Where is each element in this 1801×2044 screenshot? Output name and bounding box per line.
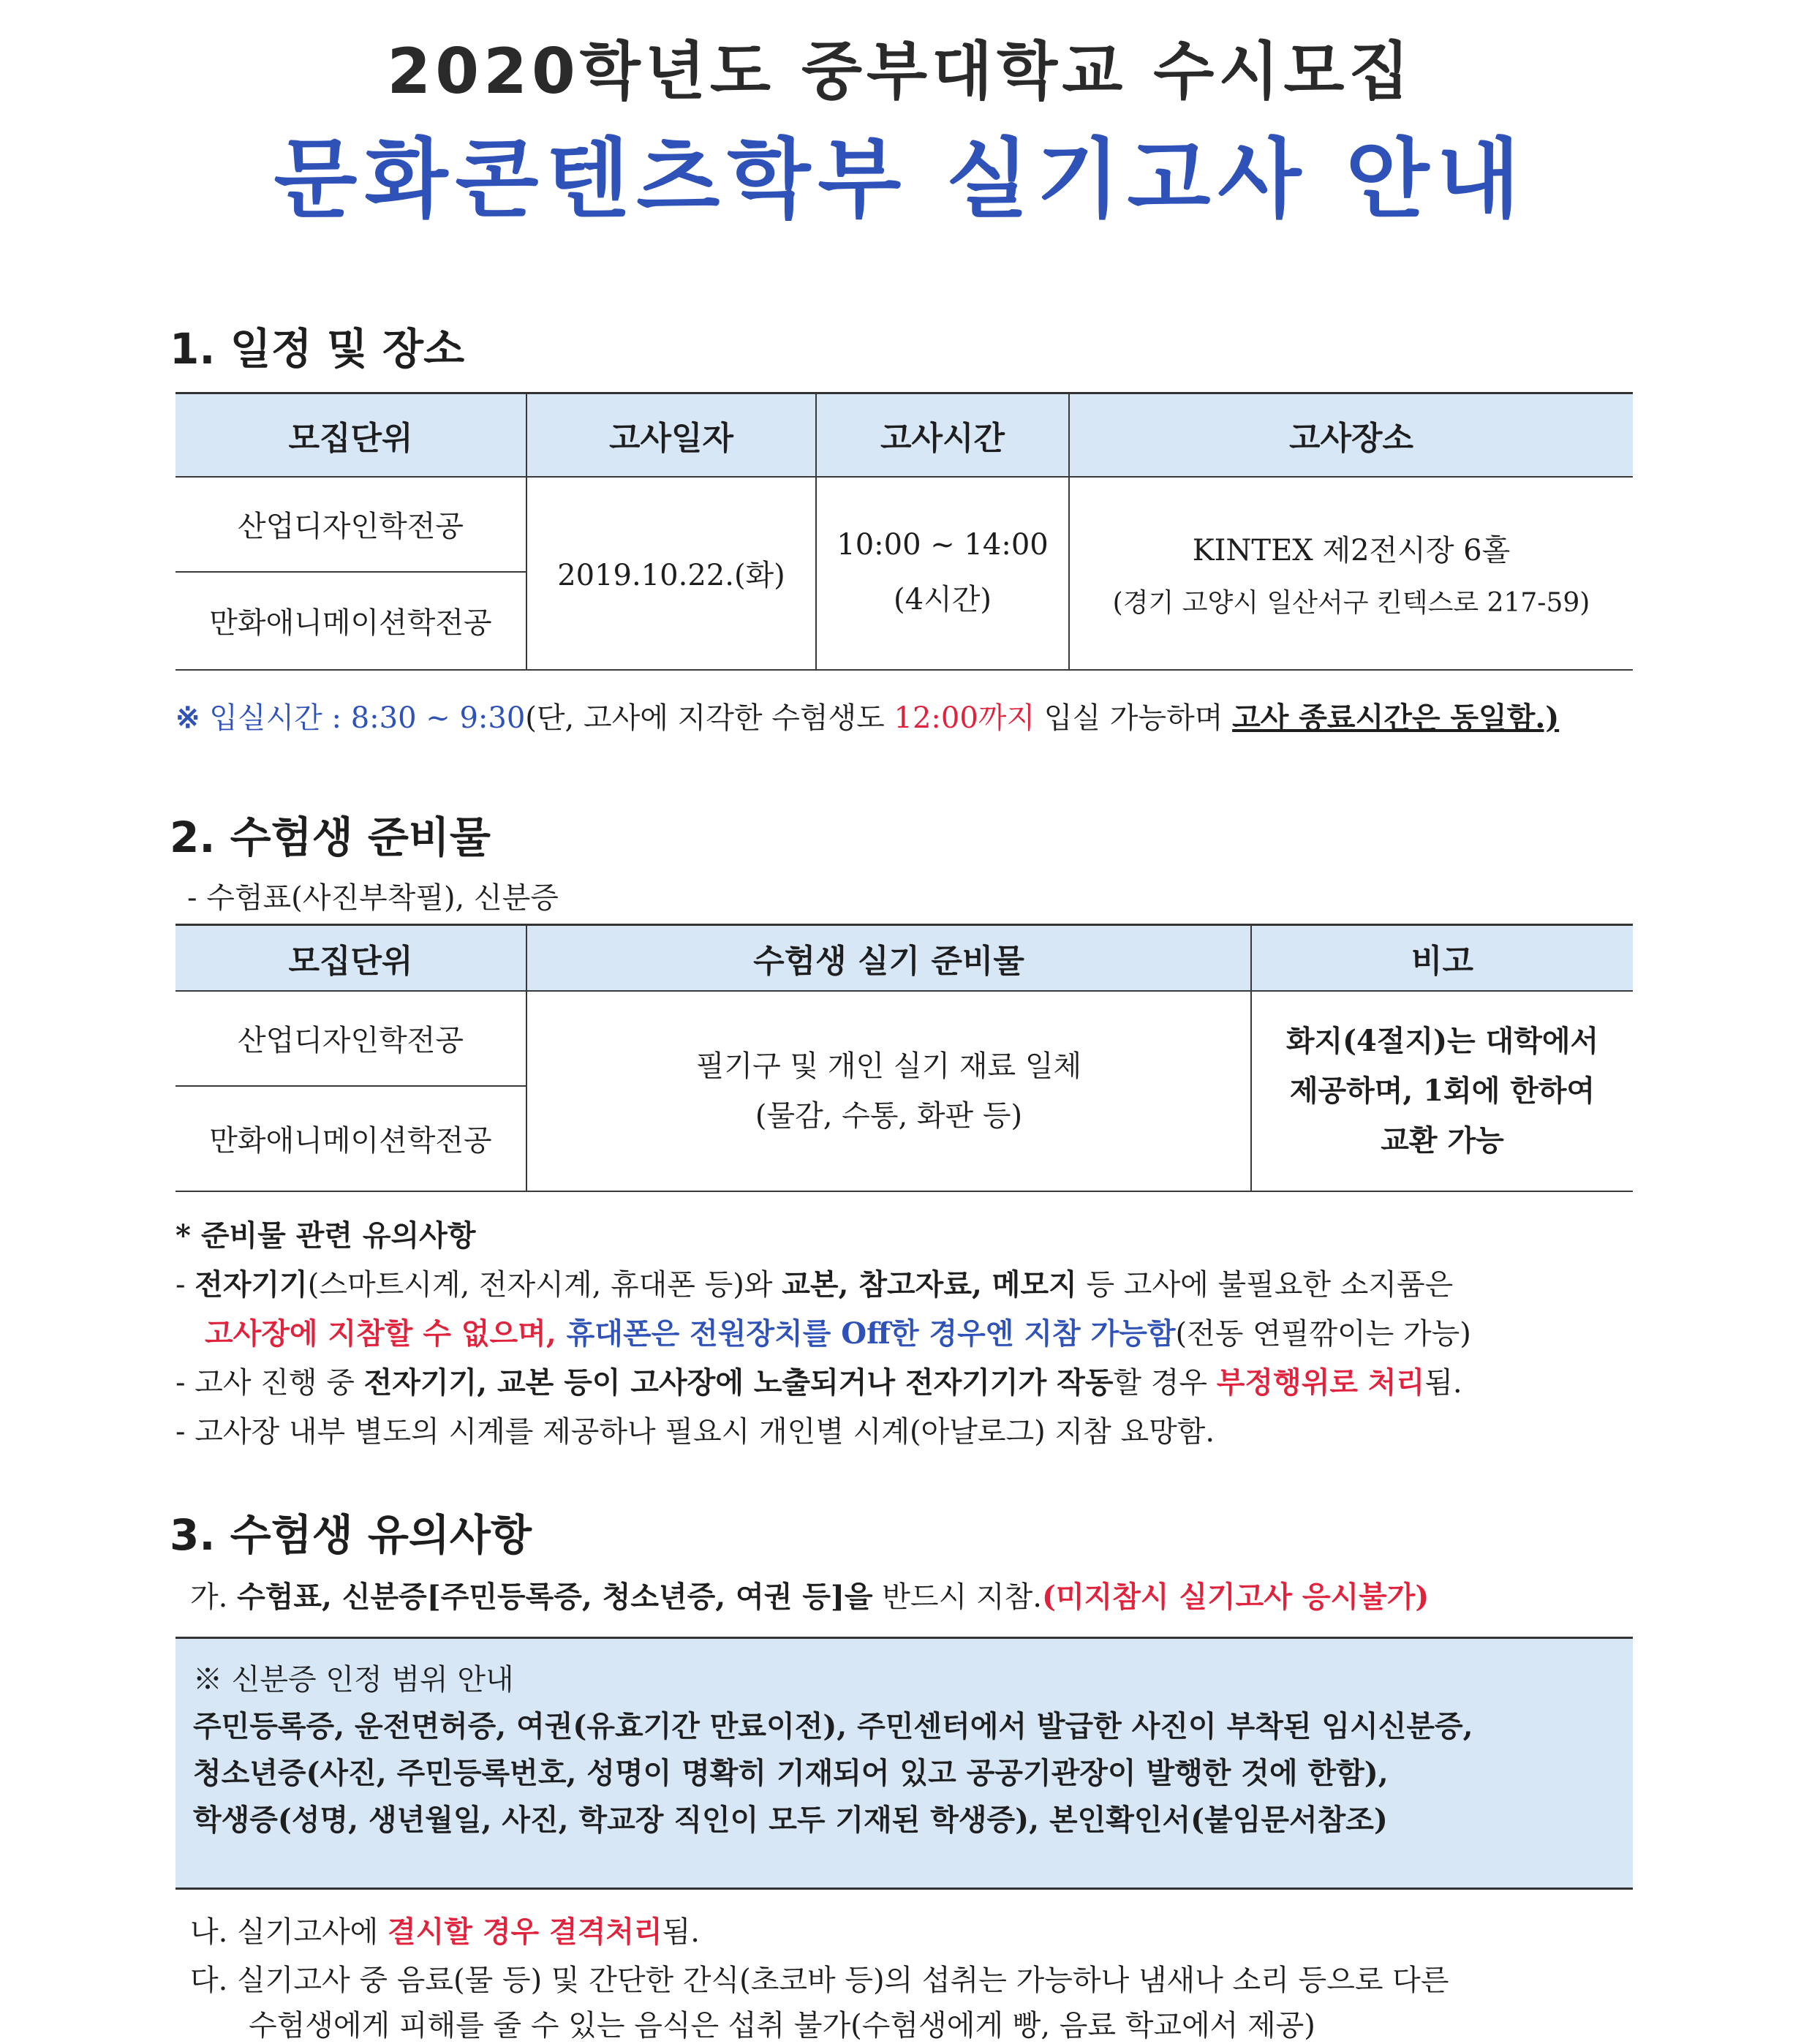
remark-line-3: 교환 가능 [1381,1123,1504,1158]
exam-date: 2019.10.22.(화) [526,477,816,670]
c1-bold-2: 교본, 참고자료, 메모지 [782,1267,1077,1302]
section-1-heading: 1. 일정 및 장소 [170,324,465,374]
section-2-heading: 2. 수험생 준비물 [170,812,491,862]
entry-time-note [175,695,1559,736]
schedule-table [175,392,1633,671]
c1-bold-1: 전자기기 [195,1267,308,1302]
ga-text: 반드시 지참. [872,1580,1042,1614]
na-red: 결시할 경우 결격처리 [387,1915,662,1949]
c2-text-2: 할 경우 [1113,1366,1217,1400]
exam-duration: (4시간) [894,583,992,616]
unit-animation: 만화애니메이션학전공 [175,572,526,670]
c1b-red: 고사장에 지참할 수 없으며, [205,1316,567,1351]
caution-line-1b [205,1311,1471,1352]
col-header-unit: 모집단위 [175,925,526,991]
id-notice-line-2: 청소년증(사진, 주민등록번호, 성명이 명확히 기재되어 있고 공공기관장이 발행한 것에 한함), [193,1756,1389,1790]
caution-title: * 준비물 관련 유의사항 [175,1218,476,1253]
unit-industrial-design: 산업디자인학전공 [175,991,526,1086]
c1b-blue: 휴대폰은 전원장치를 Off한 경우엔 지참 가능함 [566,1316,1176,1351]
materials-cell [526,991,1251,1191]
col-header-date: 고사일자 [526,393,816,477]
na-text-2: 됨. [662,1915,700,1949]
end-time-note: 고사 종료시간은 동일함.) [1232,701,1560,735]
id-notice-line-3: 학생증(성명, 생년월일, 사진, 학교장 직인이 모두 기재된 학생증), 본인확인서(붙임문서참조) [193,1803,1388,1837]
col-header-remark: 비고 [1251,925,1633,991]
exam-place: KINTEX 제2전시장 6홀 [1192,533,1511,567]
c2-text-3: 됨. [1424,1366,1462,1400]
page-subtitle: 문화콘텐츠학부 실기고사 안내 [273,129,1528,230]
item-da-line-2: 수험생에게 피해를 줄 수 있는 음식은 섭취 불가(수험생에게 빵, 음료 학교에서 제공) [249,2009,1315,2043]
caution-line-1 [175,1262,1453,1303]
exam-address: (경기 고양시 일산서구 킨텍스로 217-59) [1112,587,1590,618]
c1-text-2: 등 고사에 불필요한 소지품은 [1076,1268,1454,1302]
item-na [190,1909,700,1950]
c1-prefix: - [175,1268,195,1302]
materials-examples: (물감, 수통, 화판 등) [755,1098,1023,1133]
unit-animation: 만화애니메이션학전공 [175,1086,526,1191]
c2-text-1: - 고사 진행 중 [175,1366,364,1400]
ga-red: (미지참시 실기고사 응시불가) [1041,1580,1430,1614]
ga-prefix: 가. [190,1580,238,1614]
c2-red: 부정행위로 처리 [1216,1365,1425,1400]
col-header-materials: 수험생 실기 준비물 [526,925,1251,991]
col-header-time: 고사시간 [816,393,1069,477]
c1-text-1: (스마트시계, 전자시계, 휴대폰 등)와 [307,1268,782,1302]
required-documents: - 수험표(사진부착필), 신분증 [187,881,559,915]
col-header-place: 고사장소 [1069,393,1633,477]
materials-table [175,924,1633,1192]
materials-list: 필기구 및 개인 실기 재료 일체 [695,1049,1082,1083]
remark-cell [1251,991,1633,1191]
exam-time: 10:00 ~ 14:00 [837,528,1049,562]
note-text-2: 입실 가능하며 [1035,701,1233,735]
item-ga [190,1574,1429,1615]
note-mark: ※ [175,701,200,735]
na-text-1: 나. 실기고사에 [190,1915,388,1949]
id-notice-box [175,1637,1633,1890]
unit-industrial-design: 산업디자인학전공 [175,477,526,572]
caution-line-3: - 고사장 내부 별도의 시계를 제공하나 필요시 개인별 시계(아날로그) 지참 요망함. [175,1415,1215,1449]
remark-line-1: 화지(4절지)는 대학에서 [1285,1023,1599,1058]
col-header-unit: 모집단위 [175,393,526,477]
remark-line-2: 제공하며, 1회에 한하여 [1289,1073,1596,1108]
entry-time: 입실시간 : 8:30 ~ 9:30 [209,701,526,735]
late-deadline: 12:00까지 [894,701,1035,735]
item-da-line-1: 다. 실기고사 중 음료(물 등) 및 간단한 간식(초코바 등)의 섭취는 가능하나 냄새나 소리 등으로 다른 [190,1964,1449,1997]
c2-bold: 전자기기, 교본 등이 고사장에 노출되거나 전자기기가 작동 [363,1365,1114,1400]
section-3-heading: 3. 수험생 유의사항 [170,1510,532,1560]
c1b-rest: (전동 연필깎이는 가능) [1175,1317,1471,1351]
id-notice-title: ※ 신분증 인정 범위 안내 [193,1663,514,1697]
note-text: (단, 고사에 지각한 수험생도 [525,701,894,735]
id-notice-line-1: 주민등록증, 운전면허증, 여권(유효기간 만료이전), 주민센터에서 발급한 사진이 부착된 임시신분증, [193,1709,1473,1743]
page-title: 2020학년도 중부대학교 수시모집 [387,35,1414,108]
caution-line-2 [175,1359,1462,1401]
exam-time-cell [816,477,1069,670]
ga-bold: 수험표, 신분증[주민등록증, 청소년증, 여권 등]을 [237,1580,873,1614]
exam-place-cell [1069,477,1633,670]
